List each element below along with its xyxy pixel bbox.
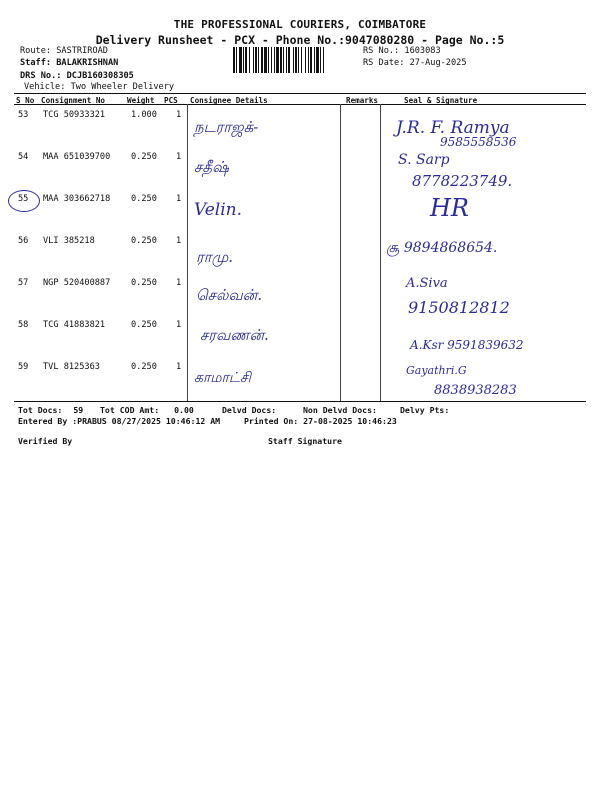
row-consignee-handwriting: ராமு. [196, 248, 234, 266]
row-pcs: 1 [176, 110, 182, 120]
row-consignment: MAA 303662718 [43, 194, 111, 204]
route-line [20, 46, 108, 56]
row-signature: HR [430, 194, 469, 222]
table-bottom-rule [14, 401, 586, 402]
non-delvd-docs-label: Non Delvd Docs: [303, 405, 377, 415]
row-consignee-handwriting: செல்வன். [196, 286, 263, 304]
row-weight: 0.250 [131, 152, 157, 162]
row-consignment: TCG 50933321 [43, 110, 106, 120]
tot-cod [100, 405, 194, 415]
column-header-remarks: Remarks [346, 96, 379, 105]
row-pcs: 1 [176, 278, 182, 288]
row-consignment: NGP 520400887 [43, 278, 111, 288]
delvy-pts-label: Delvy Pts: [400, 405, 450, 415]
row-consignee-handwriting: சதீஷ் [194, 158, 229, 176]
runsheet-subtitle: Delivery Runsheet - PCX - Phone No.:9047080280 - Page No.:5 [95, 33, 505, 47]
drs-value: DCJB160308305 [66, 71, 134, 81]
row-signature-phone: 9150812812 [408, 298, 510, 317]
row-weight: 0.250 [131, 362, 157, 372]
row-signature: S. Sarp [398, 152, 450, 168]
rs-no-line [363, 46, 441, 56]
vehicle-line [24, 82, 174, 92]
row-sno: 58 [18, 320, 29, 330]
route-value: SASTRIROAD [56, 46, 108, 56]
rs-date-label: RS Date: [363, 58, 405, 68]
row-consignment: MAA 651039700 [43, 152, 111, 162]
row-signature: A.Siva [406, 276, 448, 291]
vehicle-value: Two Wheeler Delivery [70, 82, 175, 92]
delvd-docs-label: Delvd Docs: [222, 405, 277, 415]
drs-line [20, 71, 134, 81]
row-consignment: TCG 41883821 [43, 320, 106, 330]
drs-label: DRS No.: [20, 71, 62, 81]
column-header-seal: Seal & Signature [404, 96, 478, 105]
row-weight: 0.250 [131, 194, 157, 204]
rs-date-value: 27-Aug-2025 [409, 58, 467, 68]
column-header-sno: S No [16, 96, 35, 105]
vehicle-label: Vehicle: [24, 82, 66, 92]
row-signature: A.Ksr 9591839632 [410, 338, 524, 352]
tot-cod-label: Tot COD Amt: [100, 405, 160, 415]
row-signature: Gayathri.G [406, 364, 467, 377]
row-weight: 0.250 [131, 278, 157, 288]
staff-value: BALAKRISHNAN [56, 58, 119, 68]
staff-label: Staff: [20, 58, 52, 68]
row-pcs: 1 [176, 362, 182, 372]
row-signature: சூ 9894868654. [386, 240, 498, 256]
staff-signature-label: Staff Signature [268, 436, 342, 446]
table-top-rule [14, 93, 586, 94]
row-sno: 57 [18, 278, 29, 288]
staff-line [20, 58, 118, 68]
row-consignment: TVL 8125363 [43, 362, 100, 372]
row-sno: 55 [18, 194, 29, 204]
barcode-space [324, 47, 326, 73]
row-pcs: 1 [176, 236, 182, 246]
column-divider [187, 104, 188, 401]
tot-cod-value: 0.00 [174, 405, 194, 415]
route-label: Route: [20, 46, 52, 56]
column-header-consignment: Consignment No [41, 96, 106, 105]
entered-by: Entered By :PRABUS 08/27/2025 10:46:12 AM [18, 416, 221, 426]
row-sno: 59 [18, 362, 29, 372]
tot-docs-label: Tot Docs: [18, 405, 63, 415]
row-consignment: VLI 385218 [43, 236, 95, 246]
row-consignee-handwriting: காமாட்சி [194, 370, 251, 386]
row-weight: 1.000 [131, 110, 157, 120]
row-consignee-handwriting: நடராஜக்- [194, 118, 259, 136]
row-pcs: 1 [176, 194, 182, 204]
column-header-weight: Weight [127, 96, 155, 105]
row-pcs: 1 [176, 320, 182, 330]
rs-date-line [363, 58, 467, 68]
rs-no-label: RS No.: [363, 46, 400, 56]
row-pcs: 1 [176, 152, 182, 162]
verified-by-label: Verified By [18, 436, 73, 446]
tot-docs-value: 59 [73, 405, 84, 415]
row-signature-phone: 9585558536 [440, 135, 517, 149]
row-sno: 56 [18, 236, 29, 246]
row-weight: 0.250 [131, 236, 157, 246]
company-title: THE PROFESSIONAL COURIERS, COIMBATORE [173, 18, 427, 31]
barcode-image [233, 47, 360, 73]
column-header-consignee: Consignee Details [190, 96, 268, 105]
row-consignee-handwriting: Velin. [194, 200, 243, 220]
printed-on: Printed On: 27-08-2025 10:46:23 [244, 416, 397, 426]
rs-no-value: 1603083 [404, 46, 441, 56]
row-consignee-handwriting: சரவணன். [200, 326, 269, 344]
column-divider [380, 104, 381, 401]
row-signature-phone: 8838938283 [434, 383, 517, 398]
row-signature-phone: 8778223749. [412, 172, 513, 190]
row-weight: 0.250 [131, 320, 157, 330]
column-header-pcs: PCS [164, 96, 178, 105]
column-divider [340, 104, 341, 401]
row-sno: 54 [18, 152, 29, 162]
tot-docs [18, 405, 83, 415]
row-signature: J.R. F. Ramya [396, 118, 510, 138]
row-sno: 53 [18, 110, 29, 120]
